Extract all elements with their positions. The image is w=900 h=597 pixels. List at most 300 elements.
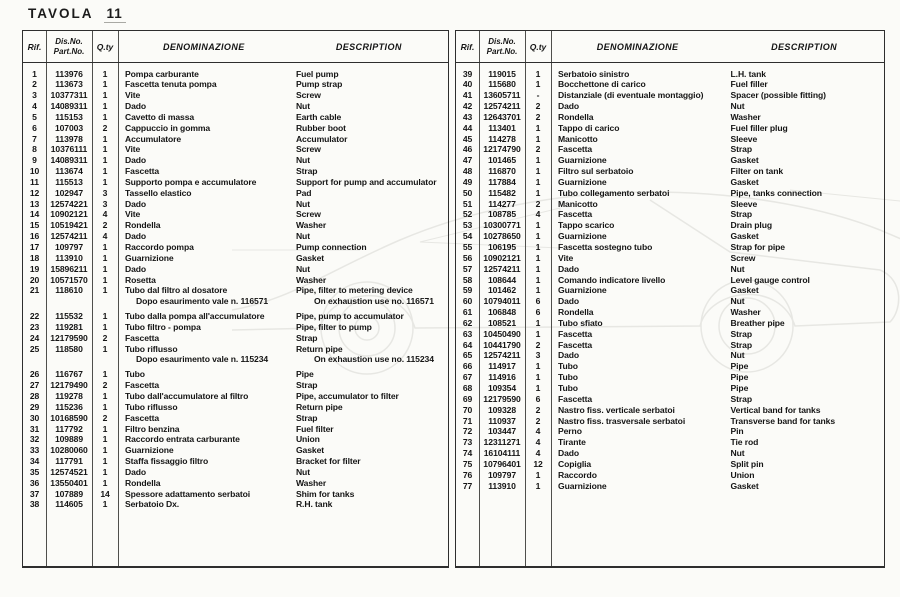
row-denominazione: Dado xyxy=(125,101,147,112)
row-text xyxy=(551,318,884,329)
row-text xyxy=(118,90,448,101)
row-denominazione: Tubo dal filtro al dosatore xyxy=(125,285,228,296)
row-qty: 1 xyxy=(102,111,108,122)
row-qty: 2 xyxy=(102,122,108,133)
row-text xyxy=(551,101,884,112)
row-description: Return pipe xyxy=(295,401,343,412)
table-row xyxy=(23,333,448,344)
row-qty: 1 xyxy=(535,220,541,231)
row-denominazione: Dado xyxy=(558,448,580,459)
row-rif: 56 xyxy=(462,252,473,263)
row-part-no: 12574211 xyxy=(483,350,521,361)
row-denominazione: Supporto pompa e accumulatore xyxy=(125,176,257,187)
row-qty: 1 xyxy=(102,166,108,177)
row-rif: 57 xyxy=(462,263,473,274)
row-denominazione: Vite xyxy=(125,90,141,101)
row-qty: 1 xyxy=(102,477,108,488)
row-part-no: 115532 xyxy=(55,311,83,322)
column-header-qty: Q.ty xyxy=(529,41,547,52)
row-denominazione: Fascetta xyxy=(125,332,160,343)
row-text xyxy=(551,242,884,253)
column-header-text xyxy=(551,42,884,52)
table-row xyxy=(456,166,884,177)
row-text xyxy=(551,209,884,220)
row-qty: 2 xyxy=(535,339,541,350)
row-description: Nut xyxy=(295,231,310,242)
row-denominazione: Bocchettone di carico xyxy=(558,79,646,90)
row-rif: 16 xyxy=(29,231,40,242)
row-denominazione: Fascetta xyxy=(558,328,593,339)
row-qty: 1 xyxy=(535,68,541,79)
row-rif: 40 xyxy=(462,79,473,90)
table-row xyxy=(456,426,884,437)
table-row xyxy=(456,69,884,80)
row-text xyxy=(551,199,884,210)
row-part-no: 117884 xyxy=(488,176,516,187)
table-header xyxy=(456,31,884,63)
row-qty: 6 xyxy=(535,393,541,404)
row-qty: 3 xyxy=(102,198,108,209)
row-denominazione: Guarnizione xyxy=(125,252,174,263)
row-text xyxy=(551,416,884,427)
row-text xyxy=(118,456,448,467)
row-part-no: 10571570 xyxy=(50,274,88,285)
row-denominazione: Raccordo entrata carburante xyxy=(125,434,240,445)
row-rif: 63 xyxy=(462,328,473,339)
row-denominazione: Rosetta xyxy=(125,274,156,285)
row-rif: 9 xyxy=(32,155,37,166)
row-part-no: 114916 xyxy=(488,372,516,383)
row-rif: 30 xyxy=(29,412,40,423)
row-rif: 43 xyxy=(462,111,473,122)
table-row xyxy=(456,275,884,286)
row-denominazione: Tubo xyxy=(558,382,578,393)
row-denominazione: Guarnizione xyxy=(558,176,607,187)
row-part-no: 109889 xyxy=(54,434,84,445)
table-row xyxy=(23,380,448,391)
row-rif: 38 xyxy=(29,499,40,510)
row-text xyxy=(551,166,884,177)
row-qty: 1 xyxy=(535,187,541,198)
row-description: Pump strap xyxy=(295,79,343,90)
table-row xyxy=(23,264,448,275)
row-text xyxy=(551,405,884,416)
right-parts-table xyxy=(455,30,885,568)
row-text xyxy=(118,166,448,177)
row-text xyxy=(551,134,884,145)
row-text xyxy=(118,199,448,210)
row-part-no: 117791 xyxy=(55,456,83,467)
row-rif: 50 xyxy=(462,187,473,198)
row-description: Gasket xyxy=(295,252,325,263)
row-sub-denominazione: Dopo esaurimento vale n. 116571 xyxy=(136,296,269,307)
row-rif: 2 xyxy=(32,79,37,90)
row-description: Fuel filler xyxy=(730,79,768,90)
row-part-no: 10300771 xyxy=(483,220,521,231)
row-description: Strap xyxy=(730,339,752,350)
row-text xyxy=(551,296,884,307)
row-qty: 1 xyxy=(102,176,108,187)
row-part-no: 113976 xyxy=(55,68,83,79)
row-part-no: 115680 xyxy=(488,79,516,90)
row-rif: 52 xyxy=(462,209,473,220)
row-text xyxy=(551,69,884,80)
row-denominazione: Tubo dalla pompa all'accumulatore xyxy=(125,311,265,322)
row-description: Shim for tanks xyxy=(295,488,355,499)
row-rif: 58 xyxy=(462,274,473,285)
row-qty: 12 xyxy=(533,458,543,469)
table-row xyxy=(23,79,448,90)
column-header-part-no-line2: Part.No. xyxy=(53,46,85,56)
row-qty: 1 xyxy=(535,285,541,296)
table-body xyxy=(456,64,884,567)
row-text xyxy=(551,188,884,199)
row-part-no: 13550401 xyxy=(50,477,88,488)
table-row xyxy=(456,285,884,296)
row-part-no: 10519421 xyxy=(50,220,88,231)
row-denominazione: Rondella xyxy=(558,307,594,318)
table-row xyxy=(456,188,884,199)
row-part-no: 10902121 xyxy=(483,252,521,263)
row-description: Transverse band for tanks xyxy=(730,415,836,426)
row-denominazione: Filtro sul serbatoio xyxy=(558,166,634,177)
row-denominazione: Tubo filtro - pompa xyxy=(125,321,201,332)
row-denominazione: Tappo scarico xyxy=(558,220,615,231)
row-qty: 1 xyxy=(535,328,541,339)
row-part-no: 14089311 xyxy=(50,101,88,112)
row-rif: 4 xyxy=(32,101,37,112)
row-text xyxy=(118,79,448,90)
row-description: Gasket xyxy=(730,285,759,296)
row-qty: 2 xyxy=(535,404,541,415)
row-denominazione: Tappo di carico xyxy=(558,122,620,133)
table-row xyxy=(23,231,448,242)
row-description: Pipe xyxy=(730,382,749,393)
row-description: Strap xyxy=(295,166,318,177)
row-description: Filter on tank xyxy=(730,166,784,177)
row-rif: 29 xyxy=(29,401,40,412)
row-text xyxy=(118,155,448,166)
row-rif: 26 xyxy=(29,369,40,380)
table-row xyxy=(23,489,448,500)
row-description: Nut xyxy=(730,101,745,112)
table-row xyxy=(23,456,448,467)
table-row xyxy=(456,296,884,307)
row-denominazione: Nastro fiss. trasversale serbatoi xyxy=(558,415,686,426)
row-description: Screw xyxy=(295,209,321,220)
row-text xyxy=(118,231,448,242)
row-denominazione: Tubo xyxy=(125,369,145,380)
row-description: Nut xyxy=(730,448,745,459)
row-denominazione: Dado xyxy=(125,263,147,274)
row-rif: 32 xyxy=(29,434,40,445)
row-part-no: 10278650 xyxy=(483,231,521,242)
row-qty: 2 xyxy=(535,415,541,426)
row-text xyxy=(118,275,448,286)
row-part-no: 10794011 xyxy=(483,296,521,307)
row-denominazione: Dado xyxy=(125,231,147,242)
row-denominazione: Manicotto xyxy=(558,198,598,209)
row-rif: 49 xyxy=(462,176,473,187)
table-row xyxy=(456,361,884,372)
row-denominazione: Spessore adattamento serbatoi xyxy=(125,488,251,499)
row-qty: 3 xyxy=(535,350,541,361)
table-row xyxy=(23,369,448,380)
row-qty: 1 xyxy=(102,133,108,144)
row-rif: 11 xyxy=(30,176,39,187)
row-qty: 1 xyxy=(102,456,108,467)
row-part-no: 113401 xyxy=(488,122,516,133)
row-text xyxy=(551,394,884,405)
row-denominazione: Fascetta xyxy=(125,412,160,423)
row-denominazione: Cavetto di massa xyxy=(125,111,195,122)
row-denominazione: Fascetta xyxy=(558,209,593,220)
row-part-no: 119278 xyxy=(55,390,83,401)
row-description: Gasket xyxy=(730,176,759,187)
row-part-no: 12179490 xyxy=(50,380,88,391)
row-part-no: 116870 xyxy=(488,166,516,177)
row-description: Strap xyxy=(730,209,752,220)
row-text xyxy=(551,253,884,264)
row-description: Washer xyxy=(295,274,327,285)
row-text xyxy=(551,426,884,437)
row-text xyxy=(118,489,448,500)
row-part-no: 10280060 xyxy=(50,445,88,456)
row-part-no: 10377311 xyxy=(50,90,88,101)
row-part-no: 108521 xyxy=(487,317,517,328)
table-row xyxy=(456,470,884,481)
row-description: Vertical band for tanks xyxy=(730,404,821,415)
row-part-no: 12574211 xyxy=(483,101,521,112)
row-description: Washer xyxy=(730,111,761,122)
table-row xyxy=(23,253,448,264)
table-row xyxy=(23,478,448,489)
row-part-no: 114277 xyxy=(488,198,516,209)
row-denominazione: Rondella xyxy=(125,220,161,231)
row-description: Pipe xyxy=(730,361,749,372)
row-denominazione: Raccordo pompa xyxy=(125,242,194,252)
table-row xyxy=(23,344,448,366)
row-text xyxy=(118,264,448,275)
row-part-no: 117792 xyxy=(55,423,83,434)
row-text xyxy=(551,90,884,101)
row-rif: 59 xyxy=(462,285,473,296)
row-rif: 55 xyxy=(462,242,473,252)
row-part-no: 113910 xyxy=(55,252,83,263)
row-qty: 1 xyxy=(102,466,108,477)
row-denominazione: Dado xyxy=(125,198,147,209)
row-rif: 6 xyxy=(32,122,37,133)
row-description: Pipe, filter to pump xyxy=(295,321,372,332)
column-header-description: DESCRIPTION xyxy=(335,41,402,52)
row-text xyxy=(551,231,884,242)
row-denominazione: Filtro benzina xyxy=(125,423,180,434)
row-qty: 1 xyxy=(102,434,108,445)
table-row xyxy=(23,391,448,402)
row-text xyxy=(551,372,884,383)
row-part-no: 10441790 xyxy=(483,339,521,350)
column-header-text xyxy=(118,42,448,52)
row-part-no: 106195 xyxy=(487,242,517,252)
row-qty: 1 xyxy=(535,122,541,133)
row-qty: 14 xyxy=(100,488,110,499)
column-header-denominazione: DENOMINAZIONE xyxy=(162,41,245,52)
row-denominazione: Tassello elastico xyxy=(125,187,192,198)
row-qty: 1 xyxy=(102,144,108,155)
row-description: Spacer (possible fitting) xyxy=(730,90,826,101)
row-rif: 73 xyxy=(462,437,473,448)
row-rif: 8 xyxy=(32,144,37,155)
row-denominazione: Manicotto xyxy=(558,133,598,144)
row-qty: 1 xyxy=(535,480,541,491)
row-part-no: 12179590 xyxy=(483,393,521,404)
row-part-no: 113673 xyxy=(55,79,83,90)
row-rif: 66 xyxy=(462,361,473,372)
row-text xyxy=(118,285,448,307)
row-qty: 1 xyxy=(535,372,541,383)
table-row xyxy=(456,448,884,459)
row-description: Earth cable xyxy=(295,111,342,122)
row-rif: 22 xyxy=(29,311,40,322)
table-row xyxy=(456,340,884,351)
row-description: Washer xyxy=(295,220,327,231)
row-text xyxy=(118,69,448,80)
row-qty: 1 xyxy=(102,252,108,263)
row-description: Sleeve xyxy=(730,198,758,209)
row-denominazione: Dado xyxy=(558,350,580,361)
row-rif: 21 xyxy=(29,285,40,296)
row-part-no: 115153 xyxy=(55,111,83,122)
row-description: Tie rod xyxy=(730,437,759,448)
row-text xyxy=(551,177,884,188)
row-text xyxy=(551,470,884,481)
row-rif: 76 xyxy=(462,469,473,480)
row-denominazione: Fascetta sostegno tubo xyxy=(558,242,653,252)
row-description: Strap for pipe xyxy=(730,242,785,252)
row-rif: 14 xyxy=(29,209,40,220)
row-text xyxy=(551,448,884,459)
row-text xyxy=(551,275,884,286)
row-part-no: 16104111 xyxy=(483,448,521,459)
row-part-no: 109797 xyxy=(54,242,84,252)
row-qty: 1 xyxy=(535,155,541,166)
row-text xyxy=(118,467,448,478)
column-header-part-no-line2: Part.No. xyxy=(486,46,518,56)
row-denominazione: Dado xyxy=(125,466,147,477)
row-description: R.H. tank xyxy=(295,499,333,510)
row-qty: 1 xyxy=(102,242,108,252)
row-qty: 1 xyxy=(535,79,541,90)
table-row xyxy=(456,101,884,112)
row-denominazione: Serbatoio sinistro xyxy=(558,68,630,79)
row-text xyxy=(118,413,448,424)
row-qty: 1 xyxy=(102,101,108,112)
page-title-label: TAVOLA xyxy=(28,6,94,21)
row-part-no: 109797 xyxy=(487,469,517,480)
table-row xyxy=(23,220,448,231)
table-row xyxy=(23,155,448,166)
table-row xyxy=(23,467,448,478)
row-qty: 1 xyxy=(102,423,108,434)
row-rif: 24 xyxy=(29,332,40,343)
row-text xyxy=(118,101,448,112)
column-header-rif: Rif. xyxy=(27,41,42,52)
row-description: Screw xyxy=(730,252,756,263)
row-description: Rubber boot xyxy=(295,122,346,133)
row-denominazione: Cappuccio in gomma xyxy=(125,122,211,133)
table-row xyxy=(456,264,884,275)
row-part-no: 110937 xyxy=(488,415,516,426)
row-rif: 42 xyxy=(462,101,473,112)
row-rif: 77 xyxy=(462,480,473,491)
row-text xyxy=(551,123,884,134)
row-rif: 71 xyxy=(462,415,473,426)
row-denominazione: Pompa carburante xyxy=(125,68,199,79)
row-rif: 75 xyxy=(462,458,473,469)
row-text xyxy=(118,344,448,366)
row-rif: 70 xyxy=(462,404,473,415)
row-description: Washer xyxy=(295,477,327,488)
table-row xyxy=(23,209,448,220)
row-rif: 33 xyxy=(29,445,40,456)
row-part-no: 109354 xyxy=(487,382,517,393)
row-rif: 54 xyxy=(462,231,473,242)
row-denominazione: Dado xyxy=(558,263,580,274)
row-part-no: 118580 xyxy=(55,343,83,354)
row-denominazione: Tubo riflusso xyxy=(125,343,178,354)
row-rif: 62 xyxy=(462,317,473,328)
row-qty: 1 xyxy=(535,274,541,285)
table-row xyxy=(456,481,884,492)
row-qty: 2 xyxy=(535,101,541,112)
table-header xyxy=(23,31,448,63)
row-denominazione: Vite xyxy=(125,209,141,220)
row-description: Gasket xyxy=(730,231,759,242)
row-description: Bracket for filter xyxy=(295,456,361,467)
row-part-no: 107003 xyxy=(54,122,84,133)
row-description: Nut xyxy=(295,198,310,209)
row-denominazione: Vite xyxy=(558,252,574,263)
table-row xyxy=(23,123,448,134)
table-row xyxy=(23,413,448,424)
row-part-no: 118610 xyxy=(55,285,83,296)
row-rif: 19 xyxy=(29,263,40,274)
column-header-qty: Q.ty xyxy=(96,41,114,52)
row-rif: 69 xyxy=(462,393,473,404)
table-row xyxy=(456,372,884,383)
table-row xyxy=(23,199,448,210)
table-row xyxy=(456,416,884,427)
table-row xyxy=(456,112,884,123)
row-text xyxy=(118,253,448,264)
row-part-no: 12574211 xyxy=(483,263,521,274)
row-text xyxy=(551,155,884,166)
row-rif: 67 xyxy=(462,372,473,383)
row-rif: 36 xyxy=(29,477,40,488)
row-qty: 1 xyxy=(102,155,108,166)
row-part-no: 108785 xyxy=(487,209,517,220)
table-row xyxy=(456,383,884,394)
row-text xyxy=(118,499,448,510)
row-rif: 46 xyxy=(462,144,473,155)
row-part-no: 108644 xyxy=(487,274,517,285)
row-description: Nut xyxy=(730,263,745,274)
row-sub-description: On exhaustion use no. 115234 xyxy=(313,354,434,365)
table-row xyxy=(456,242,884,253)
row-description: Gasket xyxy=(730,480,759,491)
row-text xyxy=(118,333,448,344)
table-row xyxy=(456,134,884,145)
